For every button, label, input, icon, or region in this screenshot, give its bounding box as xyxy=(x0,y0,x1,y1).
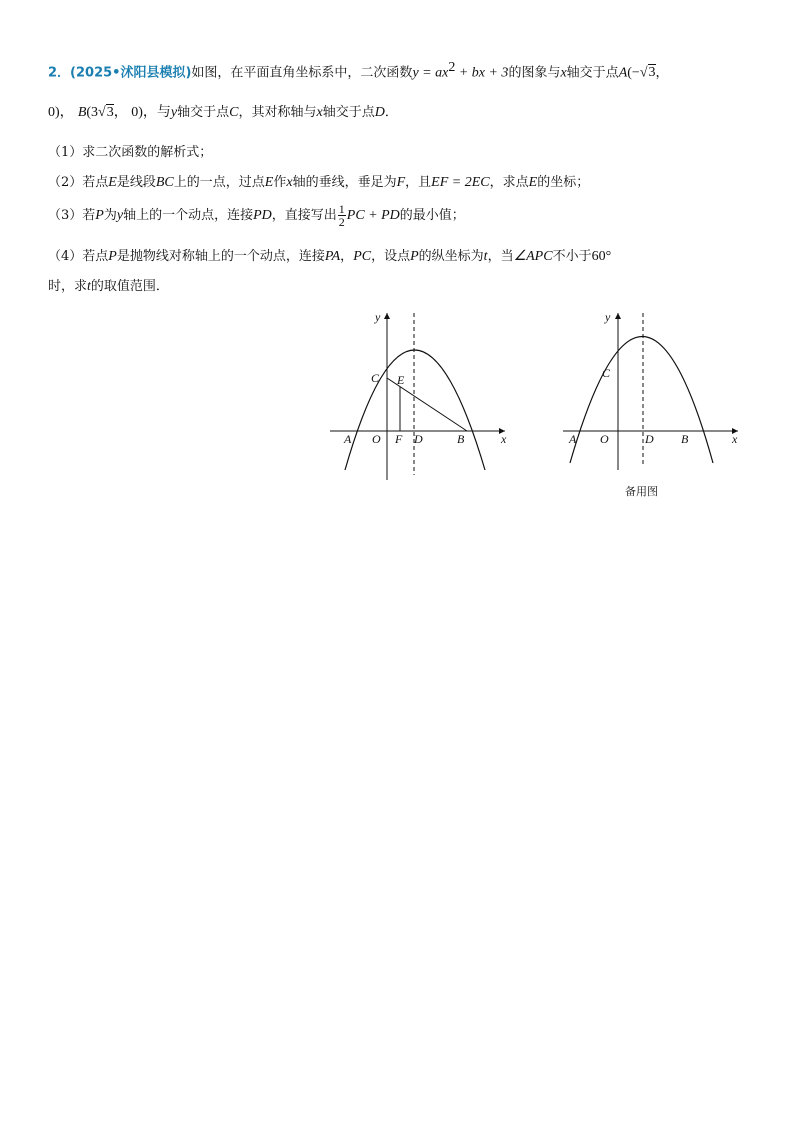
label-O: O xyxy=(600,432,609,446)
coord-A: (− xyxy=(627,65,640,81)
stem-text: 轴交于点 xyxy=(322,105,375,120)
q4-text: ， xyxy=(340,249,354,264)
math-y: y xyxy=(116,208,124,223)
label-B: B xyxy=(457,432,465,446)
coord-B-end: ， 0)，与 xyxy=(113,105,171,120)
q4-text: ，设点 xyxy=(371,249,411,264)
fraction-half xyxy=(338,203,346,228)
fraction-num: 1 xyxy=(338,202,345,216)
question-2 xyxy=(48,171,589,191)
label-y: y xyxy=(375,310,381,324)
point-P: P xyxy=(108,249,117,264)
math-y: y xyxy=(412,65,419,81)
question-4 xyxy=(48,245,611,265)
q3-text: （3）若 xyxy=(48,208,96,223)
q3-text: 的最小值； xyxy=(399,208,465,223)
stem-text: 轴交于点 xyxy=(177,105,230,120)
label-D: D xyxy=(645,432,654,446)
point-F: F xyxy=(396,175,406,190)
q4-text: 是抛物线对称轴上的一个动点，连接 xyxy=(116,249,325,264)
point-P: P xyxy=(410,249,419,264)
label-y: y xyxy=(605,310,611,324)
q2-text: 上的一点，过点 xyxy=(173,175,265,190)
q4-text: ，当 xyxy=(487,249,514,264)
q4-text: 不小于 xyxy=(552,249,592,264)
label-A: A xyxy=(344,432,352,446)
question-4-line-2 xyxy=(48,275,169,295)
label-F: F xyxy=(395,432,403,446)
label-C: C xyxy=(371,371,380,385)
point-B: B xyxy=(77,105,87,120)
expr-PC-PD: PC + PD xyxy=(346,208,400,223)
math-ax: = ax xyxy=(418,65,449,81)
period: ． xyxy=(384,105,398,120)
stem-text: ，其对称轴与 xyxy=(238,105,317,120)
q4-text: （4）若点 xyxy=(48,249,109,264)
math-x: x xyxy=(286,175,293,190)
math-x: x xyxy=(560,65,567,81)
label-x: x xyxy=(732,432,738,446)
problem-line-2: 0)， B(3√3， 0)，与y轴交于点C，其对称轴与x轴交于点D． xyxy=(48,105,398,120)
coord-B: (3 xyxy=(86,105,99,120)
question-3 xyxy=(48,203,465,228)
fraction-den: 2 xyxy=(338,215,345,229)
math-y: y xyxy=(170,105,178,120)
problem-source: (2025•沭阳县模拟) xyxy=(70,65,192,81)
comma: ， xyxy=(655,65,669,81)
math-bx3: + bx + 3 xyxy=(455,65,509,81)
label-x: x xyxy=(501,432,507,446)
segment-PC: PC xyxy=(353,249,372,264)
question-1 xyxy=(48,141,212,160)
label-A: A xyxy=(569,432,577,446)
stem-text: 如图，在平面直角坐标系中，二次函数 xyxy=(191,65,413,81)
degree-60: 60° xyxy=(591,249,612,264)
q2-text: ，且 xyxy=(405,175,432,190)
q3-text: ，直接写出 xyxy=(271,208,337,223)
q3-text: 为 xyxy=(103,208,117,223)
q4-text: 的取值范围． xyxy=(90,279,169,294)
label-O: O xyxy=(372,432,381,446)
problem-line-1: 2．(2025•沭阳县模拟)如图，在平面直角坐标系中，二次函数$y = ax^2$ + bx + 3的图象与x轴交于点A(−√3， xyxy=(48,60,669,81)
condition-EF: EF = 2EC xyxy=(431,175,490,190)
figure-2 xyxy=(558,305,748,475)
q2-text: 的坐标； xyxy=(537,175,590,190)
stem-text: 的图象与 xyxy=(508,65,561,81)
q4-text: 的纵坐标为 xyxy=(418,249,484,264)
stem-text: 轴交于点 xyxy=(566,65,619,81)
point-E: E xyxy=(528,175,538,190)
point-E: E xyxy=(264,175,274,190)
point-E: E xyxy=(108,175,117,190)
point-D: D xyxy=(374,105,385,120)
q4-text: 时，求 xyxy=(48,279,88,294)
sqrt-three: 3 xyxy=(648,65,656,81)
point-C: C xyxy=(229,105,239,120)
figure-1 xyxy=(325,305,515,485)
question-1-text: （1）求二次函数的解析式； xyxy=(48,145,213,160)
segment-BC: BC xyxy=(155,175,174,190)
segment-PD: PD xyxy=(253,208,272,223)
point-P: P xyxy=(95,208,104,223)
angle-APC: ∠APC xyxy=(513,249,553,264)
coord-A-end: 0)， xyxy=(48,105,74,120)
q2-text: 作 xyxy=(273,175,287,190)
var-t: t xyxy=(87,279,91,294)
q2-text: 是线段 xyxy=(116,175,156,190)
label-C: C xyxy=(602,366,611,380)
label-D: D xyxy=(414,432,423,446)
q2-text: （2）若点 xyxy=(48,175,109,190)
q2-text: 轴的垂线，垂足为 xyxy=(292,175,397,190)
q2-text: ，求点 xyxy=(489,175,529,190)
q3-text: 轴上的一个动点，连接 xyxy=(123,208,254,223)
segment-PA: PA xyxy=(324,249,341,264)
figure-2-caption: 备用图 xyxy=(625,485,658,498)
label-E: E xyxy=(397,373,405,387)
problem-number: 2． xyxy=(48,65,71,81)
var-t: t xyxy=(483,249,488,264)
point-A: A xyxy=(618,65,628,81)
parabola xyxy=(570,337,713,464)
label-B: B xyxy=(681,432,689,446)
parabola xyxy=(345,350,485,470)
